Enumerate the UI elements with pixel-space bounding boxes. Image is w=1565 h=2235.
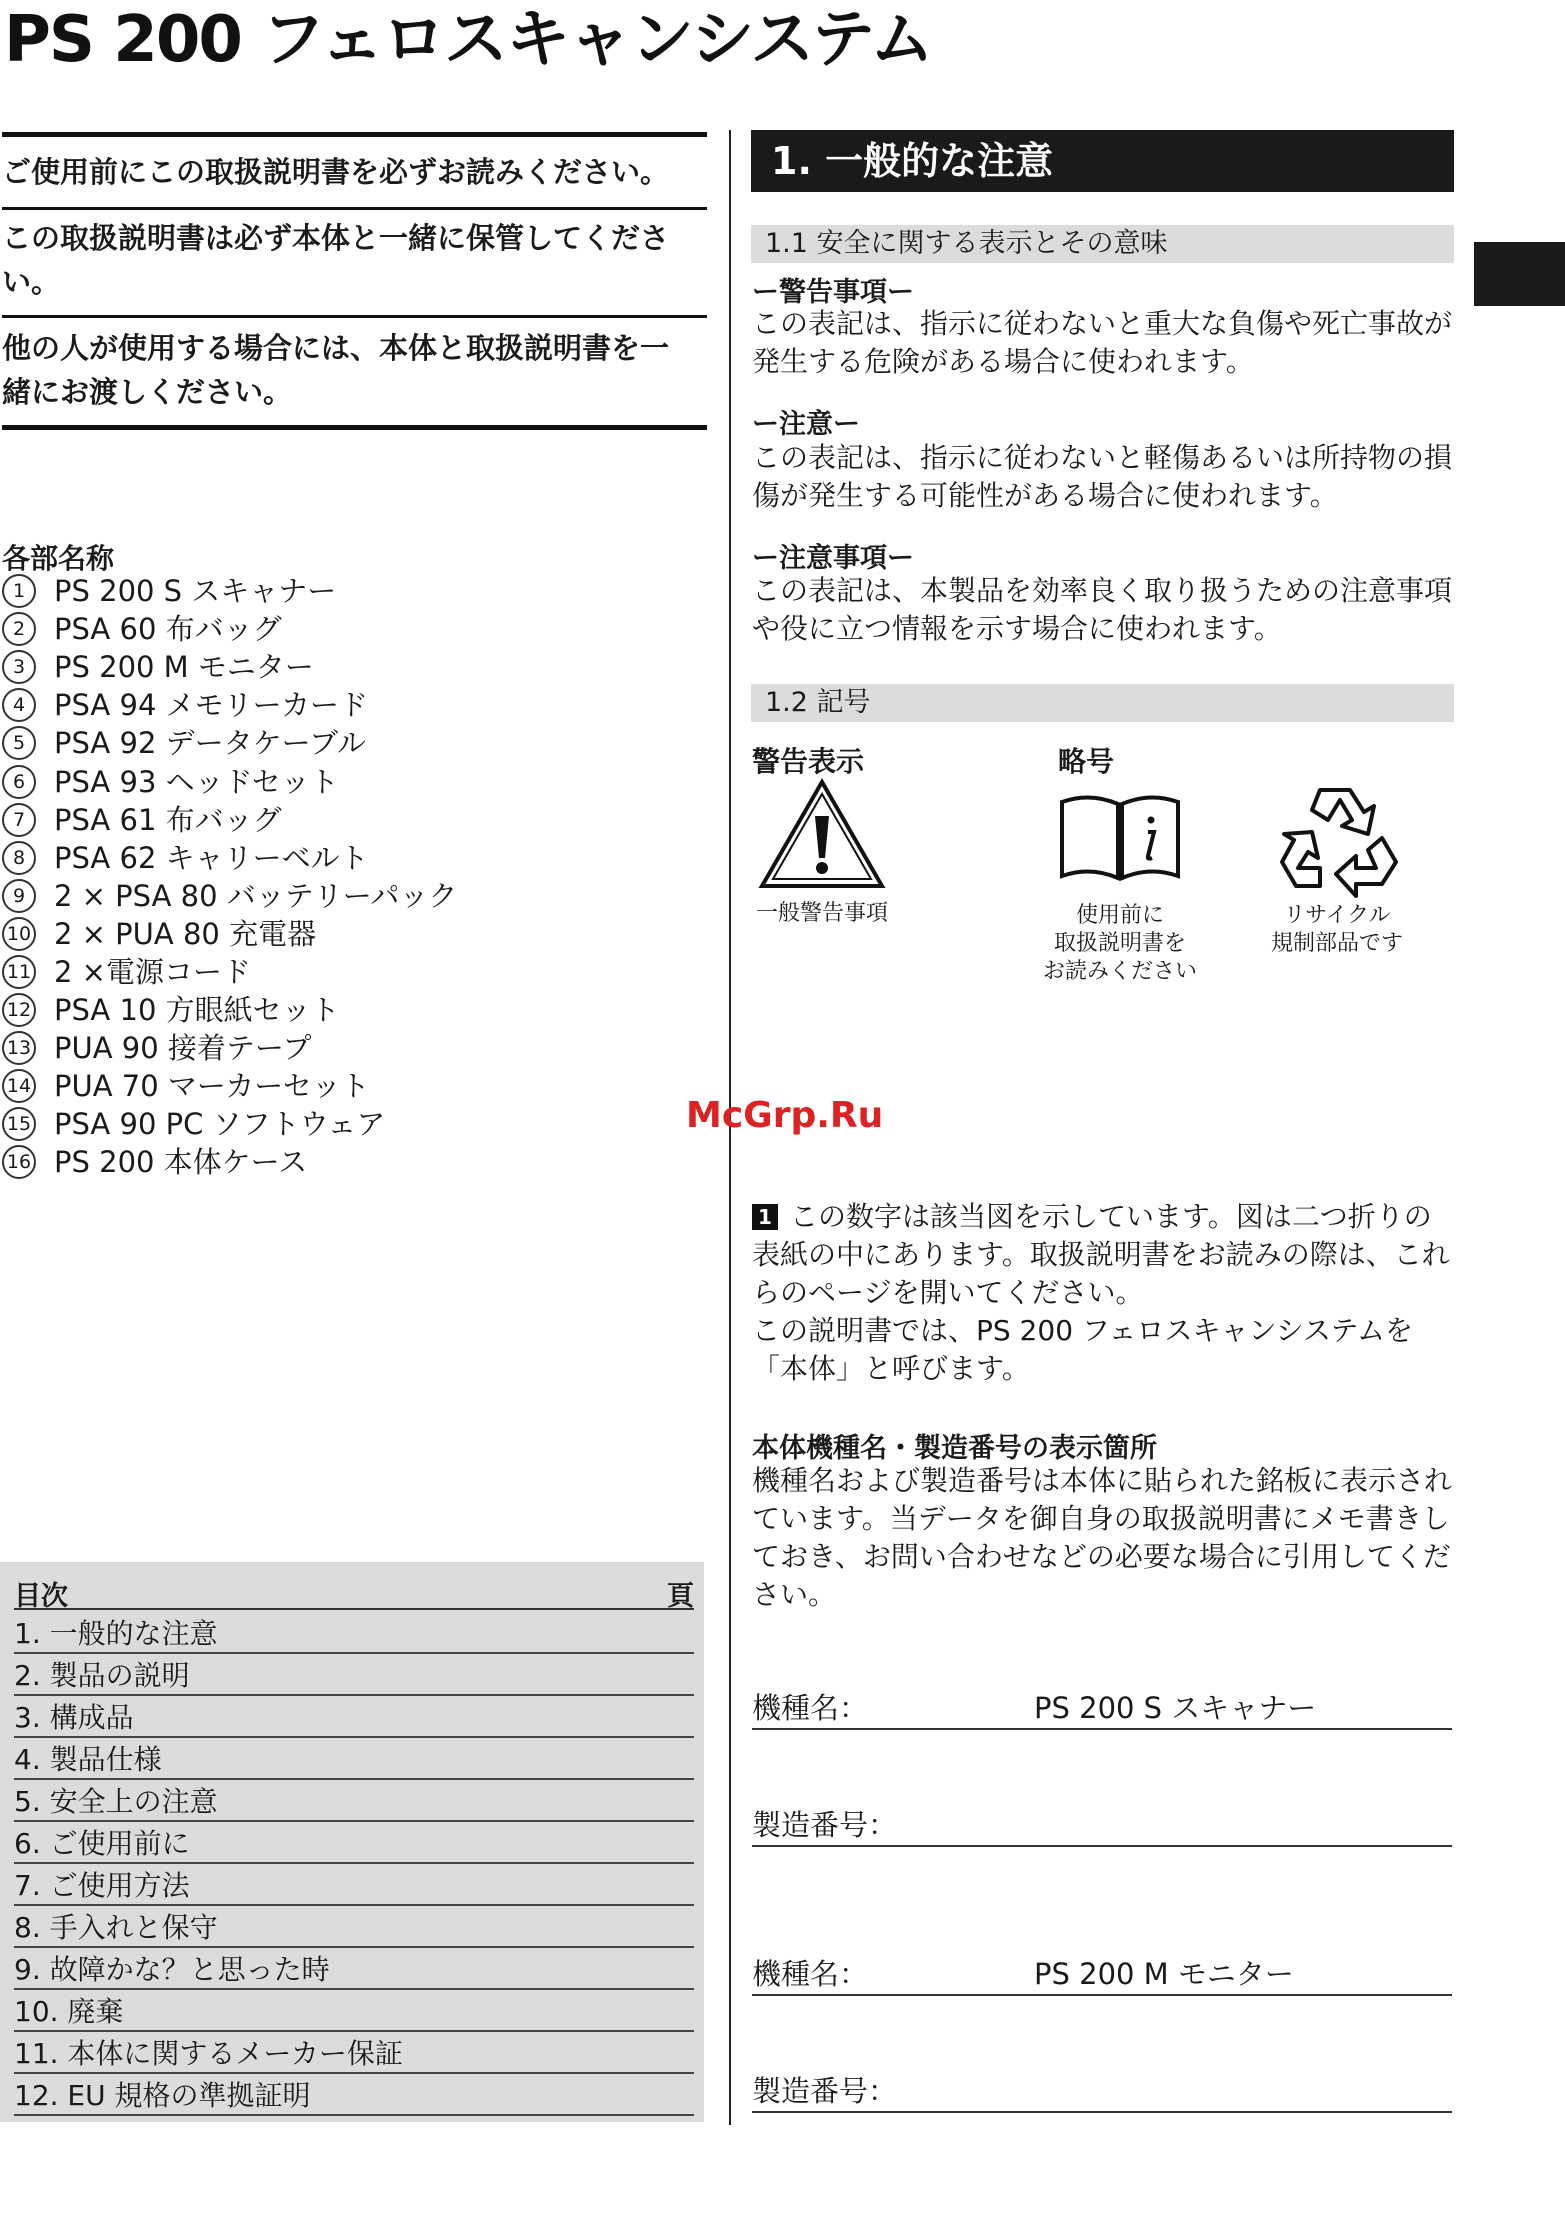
caption-line: リサイクル [1283,903,1391,928]
item-number: 2 [2,612,36,646]
item-number: 1 [2,574,36,608]
item-number: 5 [2,726,36,760]
list-item [2,1029,457,1067]
toc-item[interactable]: 2. 製品の説明 [14,1656,694,1696]
item-text: PSA 93 ヘッドセット [54,764,339,799]
figure-note [752,1198,1457,1388]
caption-line: 取扱説明書を [1053,931,1186,956]
item-text: PSA 92 データケーブル [54,726,367,761]
item-number: 4 [2,688,36,722]
toc-item[interactable]: 3. 構成品 [14,1698,694,1738]
serial-heading: 本体機種名・製造番号の表示箇所 [752,1433,1157,1464]
abbreviations-heading: 略号 [1058,745,1115,778]
subsection-1-1: 1.1 安全に関する表示とその意味 [751,225,1454,263]
figure-note-text: この数字は該当図を示しています。図は二つ折りの表紙の中にあります。取扱説明書をお読みの際は、これらのページを開いてください。 [752,1200,1450,1309]
item-text: PUA 90 接着テープ [54,1031,312,1066]
field-value: PS 200 S スキャナー [1034,1691,1317,1725]
caution-heading: ー注意ー [752,409,860,440]
serial-field-scanner[interactable] [752,1805,1452,1847]
list-item [2,953,457,991]
divider [2,132,707,137]
item-number: 15 [2,1107,36,1141]
item-text: 2 × PUA 80 充電器 [54,916,317,951]
item-number: 10 [2,917,36,951]
caption-line: 規制部品です [1270,931,1403,956]
divider [2,315,707,318]
item-text: PUA 70 マーカーセット [54,1069,370,1104]
table-of-contents [0,1562,704,2122]
toc-title: 目次 [14,1581,68,1612]
list-item [2,762,457,800]
list-item [2,686,457,724]
item-number: 6 [2,765,36,799]
general-warning-caption: 一般警告事項 [756,901,889,926]
field-value: PS 200 M モニター [1034,1957,1294,1991]
parts-heading: 各部名称 [2,542,115,575]
toc-item[interactable]: 9. 故障かな？と思った時 [14,1950,694,1990]
notice-hand-over: 他の人が使用する場合には、本体と取扱説明書を一緒にお渡しください。 [2,331,670,409]
notice-keep-manual: この取扱説明書は必ず本体と一緒に保管してください。 [2,221,670,299]
model-field-monitor[interactable] [752,1954,1452,1996]
read-manual-caption [1042,902,1198,986]
item-number: 13 [2,1031,36,1065]
item-text: 2 × PSA 80 バッテリーパック [54,878,458,913]
list-item [2,1143,457,1181]
item-number: 7 [2,803,36,837]
warning-symbols-heading: 警告表示 [752,745,865,778]
caption-line: 使用前に [1075,903,1164,928]
list-item [2,648,457,686]
item-number: 14 [2,1069,36,1103]
field-label: 機種名： [752,1691,869,1725]
field-label: 製造番号： [752,1808,898,1842]
toc-item[interactable]: 11. 本体に関するメーカー保証 [14,2034,694,2074]
list-item [2,1105,457,1143]
list-item [2,801,457,839]
toc-page-label: 頁 [667,1581,694,1612]
figure-number-badge: 1 [752,1204,778,1230]
warning-triangle-icon [758,778,886,890]
parts-list [2,572,457,1182]
section-title: 1. 一般的な注意 [751,130,1454,192]
recycle-icon [1276,782,1400,898]
toc-item[interactable]: 4. 製品仕様 [14,1740,694,1780]
item-text: PSA 90 PC ソフトウェア [54,1107,386,1142]
toc-item[interactable]: 12. EU 規格の準拠証明 [14,2076,694,2116]
field-label: 機種名： [752,1957,869,1991]
item-number: 3 [2,650,36,684]
serial-field-monitor[interactable] [752,2071,1452,2113]
item-number: 12 [2,993,36,1027]
field-label: 製造番号： [752,2074,898,2108]
warning-heading: ー警告事項ー [752,277,914,308]
item-number: 16 [2,1145,36,1179]
list-item [2,572,457,610]
list-item [2,1067,457,1105]
toc-header [14,1574,694,1610]
item-number: 9 [2,879,36,913]
recycle-caption [1262,902,1412,958]
list-item [2,991,457,1029]
list-item [2,610,457,648]
toc-item[interactable]: 7. ご使用方法 [14,1866,694,1906]
serial-text: 機種名および製造番号は本体に貼られた銘板に表示されています。当データを御自身の取扱説明書にメモ書きしておき、お問い合わせなどの必要な場合に引用してください。 [752,1464,1453,1611]
toc-item[interactable]: 1. 一般的な注意 [14,1614,694,1654]
item-number: 8 [2,841,36,875]
item-text: PSA 61 布バッグ [54,802,282,837]
caption-line: お読みください [1042,959,1197,984]
note-heading: ー注意事項ー [752,543,914,574]
watermark: McGrp.Ru [686,1095,884,1136]
list-item [2,915,457,953]
item-text: PSA 94 メモリーカード [54,688,369,723]
divider [2,425,707,430]
item-text: PS 200 S スキャナー [54,574,337,609]
toc-item[interactable]: 10. 廃棄 [14,1992,694,2032]
item-text: 2 ×電源コード [54,954,251,989]
note-text: この表記は、本製品を効率良く取り扱うための注意事項や役に立つ情報を示す場合に使われます。 [752,574,1453,645]
caution-text: この表記は、指示に従わないと軽傷あるいは所持物の損傷が発生する可能性がある場合に使われます。 [752,441,1453,512]
item-text: PSA 60 布バッグ [54,612,282,647]
page-tab-marker [1474,242,1565,306]
list-item [2,724,457,762]
model-field-scanner[interactable] [752,1688,1452,1730]
read-manual-icon [1058,790,1182,884]
document-title: PS 200 フェロスキャンシステム [4,3,932,77]
list-item [2,839,457,877]
toc-item[interactable]: 5. 安全上の注意 [14,1782,694,1822]
item-text: PS 200 本体ケース [54,1145,308,1180]
item-text: PSA 10 方眼紙セット [54,993,340,1028]
toc-item[interactable]: 6. ご使用前に [14,1824,694,1864]
divider [2,207,707,210]
warning-text: この表記は、指示に従わないと重大な負傷や死亡事故が発生する危険がある場合に使われます。 [752,307,1453,378]
figure-note-text-2: この説明書では、PS 200 フェロスキャンシステムを「本体」と呼びます。 [752,1314,1414,1385]
notice-read-manual: ご使用前にこの取扱説明書を必ずお読みください。 [2,155,670,189]
subsection-1-2: 1.2 記号 [751,684,1454,722]
toc-item[interactable]: 8. 手入れと保守 [14,1908,694,1948]
item-text: PS 200 M モニター [54,650,314,685]
list-item [2,877,457,915]
item-number: 11 [2,955,36,989]
item-text: PSA 62 キャリーベルト [54,840,369,875]
